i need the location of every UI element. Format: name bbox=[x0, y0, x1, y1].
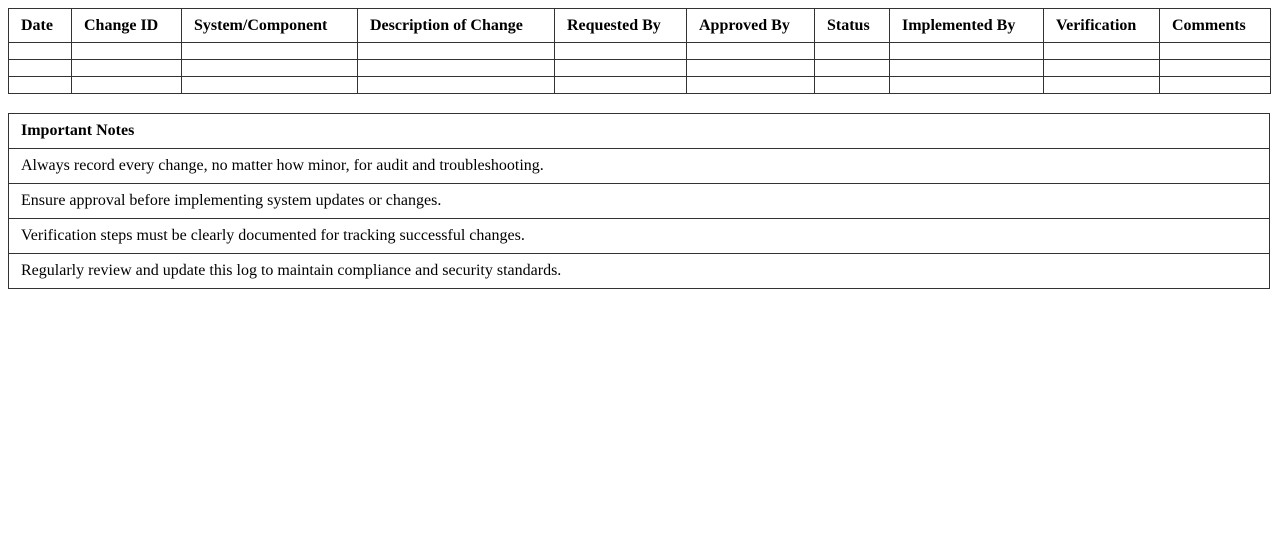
column-header-requested-by: Requested By bbox=[555, 9, 687, 43]
table-cell[interactable] bbox=[358, 60, 555, 77]
table-row bbox=[9, 43, 1271, 60]
important-notes-table bbox=[8, 113, 1270, 289]
column-header-implemented-by: Implemented By bbox=[890, 9, 1044, 43]
table-cell[interactable] bbox=[815, 77, 890, 94]
table-cell[interactable] bbox=[358, 43, 555, 60]
note-row bbox=[9, 254, 1270, 289]
table-cell[interactable] bbox=[9, 60, 72, 77]
table-cell[interactable] bbox=[890, 77, 1044, 94]
table-cell[interactable] bbox=[555, 60, 687, 77]
table-cell[interactable] bbox=[9, 77, 72, 94]
table-cell[interactable] bbox=[72, 60, 182, 77]
table-cell[interactable] bbox=[687, 43, 815, 60]
column-header-change-id: Change ID bbox=[72, 9, 182, 43]
note-item: Always record every change, no matter how minor, for audit and troubleshooting. bbox=[9, 149, 1270, 184]
table-cell[interactable] bbox=[890, 43, 1044, 60]
table-cell[interactable] bbox=[687, 77, 815, 94]
table-cell[interactable] bbox=[182, 77, 358, 94]
table-cell[interactable] bbox=[815, 60, 890, 77]
table-cell[interactable] bbox=[815, 43, 890, 60]
notes-header-row bbox=[9, 114, 1270, 149]
note-row bbox=[9, 184, 1270, 219]
change-log-table bbox=[8, 8, 1271, 94]
table-cell[interactable] bbox=[1160, 60, 1271, 77]
table-cell[interactable] bbox=[555, 43, 687, 60]
column-header-system-component: System/Component bbox=[182, 9, 358, 43]
table-cell[interactable] bbox=[555, 77, 687, 94]
table-cell[interactable] bbox=[890, 60, 1044, 77]
table-cell[interactable] bbox=[182, 60, 358, 77]
table-cell[interactable] bbox=[9, 43, 72, 60]
table-cell[interactable] bbox=[1160, 77, 1271, 94]
column-header-comments: Comments bbox=[1160, 9, 1271, 43]
table-cell[interactable] bbox=[72, 43, 182, 60]
note-row bbox=[9, 219, 1270, 254]
table-header-row bbox=[9, 9, 1271, 43]
table-row bbox=[9, 60, 1271, 77]
notes-title: Important Notes bbox=[9, 114, 1270, 149]
table-cell[interactable] bbox=[72, 77, 182, 94]
column-header-approved-by: Approved By bbox=[687, 9, 815, 43]
table-cell[interactable] bbox=[358, 77, 555, 94]
note-item: Ensure approval before implementing system updates or changes. bbox=[9, 184, 1270, 219]
note-item: Regularly review and update this log to maintain compliance and security standards. bbox=[9, 254, 1270, 289]
note-item: Verification steps must be clearly documented for tracking successful changes. bbox=[9, 219, 1270, 254]
note-row bbox=[9, 149, 1270, 184]
table-cell[interactable] bbox=[687, 60, 815, 77]
table-cell[interactable] bbox=[1044, 43, 1160, 60]
table-cell[interactable] bbox=[1160, 43, 1271, 60]
column-header-verification: Verification bbox=[1044, 9, 1160, 43]
column-header-description: Description of Change bbox=[358, 9, 555, 43]
table-cell[interactable] bbox=[1044, 60, 1160, 77]
column-header-date: Date bbox=[9, 9, 72, 43]
table-row bbox=[9, 77, 1271, 94]
table-cell[interactable] bbox=[1044, 77, 1160, 94]
column-header-status: Status bbox=[815, 9, 890, 43]
table-cell[interactable] bbox=[182, 43, 358, 60]
